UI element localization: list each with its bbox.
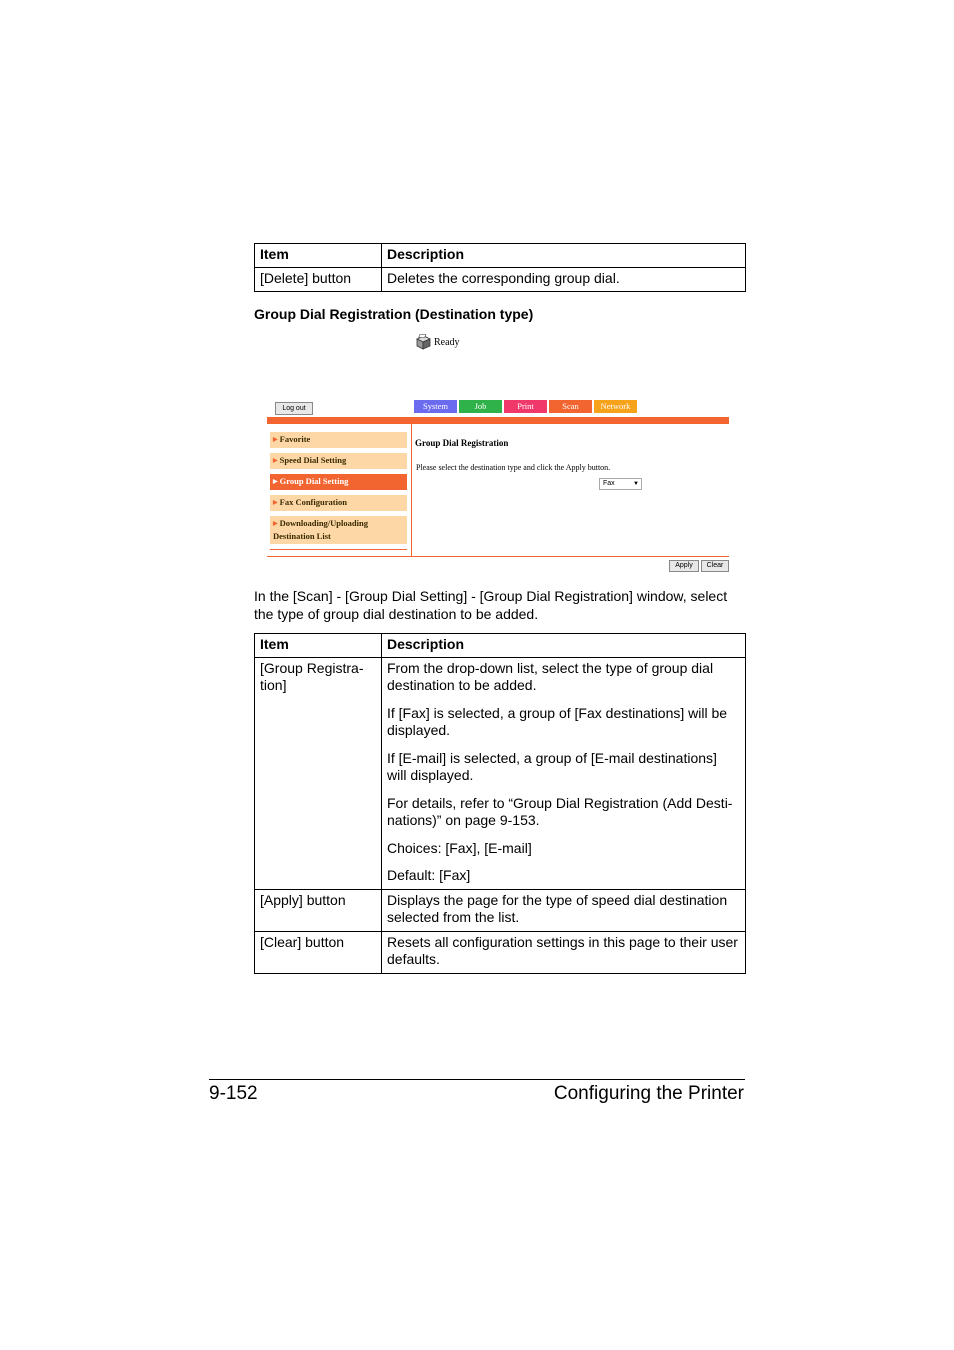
footer-rule (209, 1079, 745, 1080)
description-paragraph: If [E-mail] is selected, a group of [E-mail destinations] will displayed. (387, 749, 717, 783)
item-text: [Group Registra-tion] (260, 659, 364, 693)
sidebar-item-label-line2: Destination List (273, 531, 331, 541)
content-instruction: Please select the destination type and click the Apply button. (416, 463, 611, 472)
group-registration-table (254, 633, 746, 974)
column-header-item: Item (255, 244, 382, 268)
clear-button[interactable]: Clear (701, 560, 729, 572)
tab-print[interactable]: Print (504, 400, 547, 413)
column-header-description: Description (382, 244, 746, 268)
select-value: Fax (603, 480, 615, 487)
sidebar-item-label: Speed Dial Setting (279, 455, 347, 465)
main-tabs (414, 400, 637, 413)
description-paragraph: Choices: [Fax], [E-mail] (387, 839, 532, 856)
content-divider (411, 424, 412, 556)
description-paragraph: Resets all configuration settings in this page to their user defaults. (387, 933, 738, 967)
page-number: 9-152 (209, 1083, 258, 1104)
description-cell (382, 657, 746, 889)
tab-system[interactable]: System (414, 400, 457, 413)
sidebar-item-fax-configuration[interactable] (270, 495, 407, 511)
table-row (255, 657, 746, 889)
triangle-right-icon: ▶ (273, 437, 278, 443)
status-text: Ready (434, 336, 460, 348)
sidebar-item-label: Downloading/Uploading (279, 518, 368, 528)
sidebar-divider (270, 549, 407, 550)
dropdown-arrow-icon: ▼ (633, 481, 639, 487)
table-row (255, 267, 746, 292)
status-indicator (414, 334, 460, 350)
column-header-item: Item (255, 634, 382, 658)
description-paragraph: If [Fax] is selected, a group of [Fax destinations] will be displayed. (387, 704, 728, 738)
sidebar-item-label: Fax Configuration (279, 497, 347, 507)
description-cell: Deletes the corresponding group dial. (382, 267, 746, 292)
sidebar-item-favorite[interactable] (270, 432, 407, 448)
sidebar-item-downloading-uploading[interactable] (270, 516, 407, 544)
table-row (255, 889, 746, 931)
sidebar-item-speed-dial-setting[interactable] (270, 453, 407, 469)
footer-title: Configuring the Printer (553, 1083, 744, 1104)
description-cell (382, 889, 746, 931)
printer-icon (414, 334, 432, 350)
delete-button-table (254, 243, 746, 292)
tab-network[interactable]: Network (594, 400, 637, 413)
item-cell: [Apply] button (255, 889, 382, 931)
description-cell (382, 931, 746, 973)
description-paragraph: Default: [Fax] (387, 867, 471, 883)
description-paragraph: From the drop-down list, select the type of group dial destination to be added. (387, 659, 714, 693)
tab-scan[interactable]: Scan (549, 400, 592, 413)
description-paragraph: Displays the page for the type of speed dial destination selected from the list. (387, 891, 728, 925)
triangle-right-icon: ▶ (273, 500, 278, 506)
sidebar-item-label: Favorite (279, 434, 311, 444)
column-header-description: Description (382, 634, 746, 658)
triangle-right-icon: ▶ (273, 479, 278, 485)
table-header-row (255, 634, 746, 658)
description-paragraph: For details, refer to “Group Dial Registration (Add Desti-nations)” on page 9-153. (387, 794, 733, 828)
header-bar (267, 417, 729, 424)
web-ui-screenshot (264, 334, 734, 574)
content-title: Group Dial Registration (415, 438, 509, 448)
item-cell: [Delete] button (255, 267, 382, 292)
destination-type-select[interactable] (599, 478, 642, 490)
item-cell: [Clear] button (255, 931, 382, 973)
footer-bar (267, 556, 729, 557)
intro-paragraph: In the [Scan] - [Group Dial Setting] - [Group Dial Registration] window, select the type of group dial destination to be added. (254, 588, 728, 622)
tab-job[interactable]: Job (459, 400, 502, 413)
triangle-right-icon: ▶ (273, 521, 278, 527)
table-header-row (255, 244, 746, 268)
section-heading: Group Dial Registration (Destination type) (254, 306, 534, 322)
sidebar-menu (270, 432, 407, 550)
apply-button[interactable]: Apply (669, 560, 699, 572)
triangle-right-icon: ▶ (273, 458, 278, 464)
sidebar-item-label: Group Dial Setting (279, 476, 349, 486)
table-row (255, 931, 746, 973)
sidebar-item-group-dial-setting[interactable] (270, 474, 407, 490)
logout-button[interactable]: Log out (275, 402, 313, 415)
item-cell (255, 657, 382, 889)
